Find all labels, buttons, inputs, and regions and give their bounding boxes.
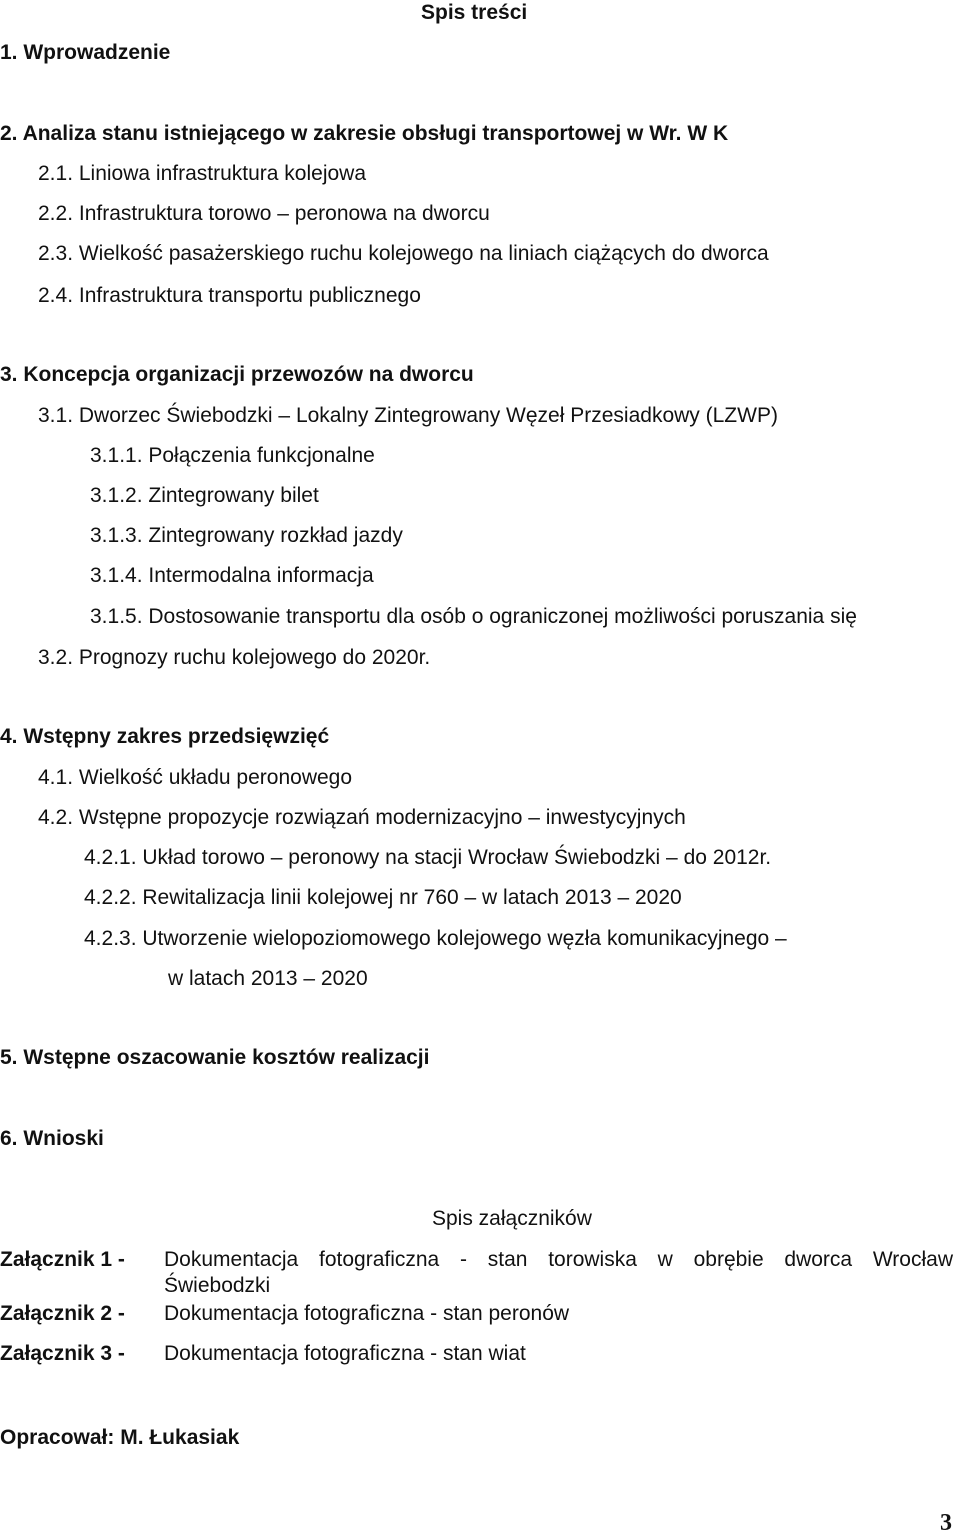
toc-entry-4-2-3[interactable]: 4.2.3. Utworzenie wielopoziomowego kolejowego węzła komunikacyjnego –	[84, 927, 787, 950]
attachment-1-text-cont: Świebodzki	[164, 1274, 271, 1297]
author: Opracował: M. Łukasiak	[0, 1426, 240, 1449]
attachment-2-text: Dokumentacja fotograficzna - stan peronów	[164, 1302, 570, 1325]
attachment-3-label: Załącznik 3 -	[0, 1342, 125, 1365]
toc-entry-2[interactable]: 2. Analiza stanu istniejącego w zakresie obsługi transportowej w Wr. W K	[0, 122, 729, 145]
toc-entry-4-2-3-cont: w latach 2013 – 2020	[168, 967, 368, 990]
toc-entry-3-1-4[interactable]: 3.1.4. Intermodalna informacja	[90, 564, 374, 587]
attachment-1-label: Załącznik 1 -	[0, 1248, 125, 1271]
toc-entry-2-3[interactable]: 2.3. Wielkość pasażerskiego ruchu kolejowego na liniach ciążących do dworca	[38, 242, 769, 265]
toc-entry-4-2-2[interactable]: 4.2.2. Rewitalizacja linii kolejowej nr 760 – w latach 2013 – 2020	[84, 886, 682, 909]
toc-entry-1[interactable]: 1. Wprowadzenie	[0, 41, 171, 64]
toc-entry-3-1-2[interactable]: 3.1.2. Zintegrowany bilet	[90, 484, 319, 507]
toc-entry-3-1-1[interactable]: 3.1.1. Połączenia funkcjonalne	[90, 444, 375, 467]
toc-entry-3-2[interactable]: 3.2. Prognozy ruchu kolejowego do 2020r.	[38, 646, 431, 669]
toc-entry-2-1[interactable]: 2.1. Liniowa infrastruktura kolejowa	[38, 162, 367, 185]
toc-entry-4[interactable]: 4. Wstępny zakres przedsięwzięć	[0, 725, 330, 748]
toc-entry-4-2-1[interactable]: 4.2.1. Układ torowo – peronowy na stacji Wrocław Świebodzki – do 2012r.	[84, 846, 772, 869]
toc-entry-3-1-5[interactable]: 3.1.5. Dostosowanie transportu dla osób o ograniczonej możliwości poruszania się	[90, 605, 857, 628]
page-number: 3	[940, 1510, 952, 1536]
toc-title: Spis treści	[421, 1, 528, 24]
toc-entry-2-4[interactable]: 2.4. Infrastruktura transportu publicznego	[38, 284, 421, 307]
attachment-3-text: Dokumentacja fotograficzna - stan wiat	[164, 1342, 526, 1365]
toc-entry-2-2[interactable]: 2.2. Infrastruktura torowo – peronowa na dworcu	[38, 202, 490, 225]
toc-entry-6[interactable]: 6. Wnioski	[0, 1127, 104, 1150]
toc-entry-4-1[interactable]: 4.1. Wielkość układu peronowego	[38, 766, 353, 789]
attachments-title: Spis załączników	[432, 1207, 592, 1230]
toc-entry-3[interactable]: 3. Koncepcja organizacji przewozów na dworcu	[0, 363, 474, 386]
attachment-1-text: Dokumentacja fotograficzna - stan torowiska w obrębie dworca Wrocław	[164, 1248, 953, 1271]
toc-entry-3-1-3[interactable]: 3.1.3. Zintegrowany rozkład jazdy	[90, 524, 403, 547]
toc-entry-5[interactable]: 5. Wstępne oszacowanie kosztów realizacji	[0, 1046, 430, 1069]
toc-entry-4-2[interactable]: 4.2. Wstępne propozycje rozwiązań modernizacyjno – inwestycyjnych	[38, 806, 686, 829]
attachment-2-label: Załącznik 2 -	[0, 1302, 125, 1325]
toc-entry-3-1[interactable]: 3.1. Dworzec Świebodzki – Lokalny Zintegrowany Węzeł Przesiadkowy (LZWP)	[38, 404, 778, 427]
